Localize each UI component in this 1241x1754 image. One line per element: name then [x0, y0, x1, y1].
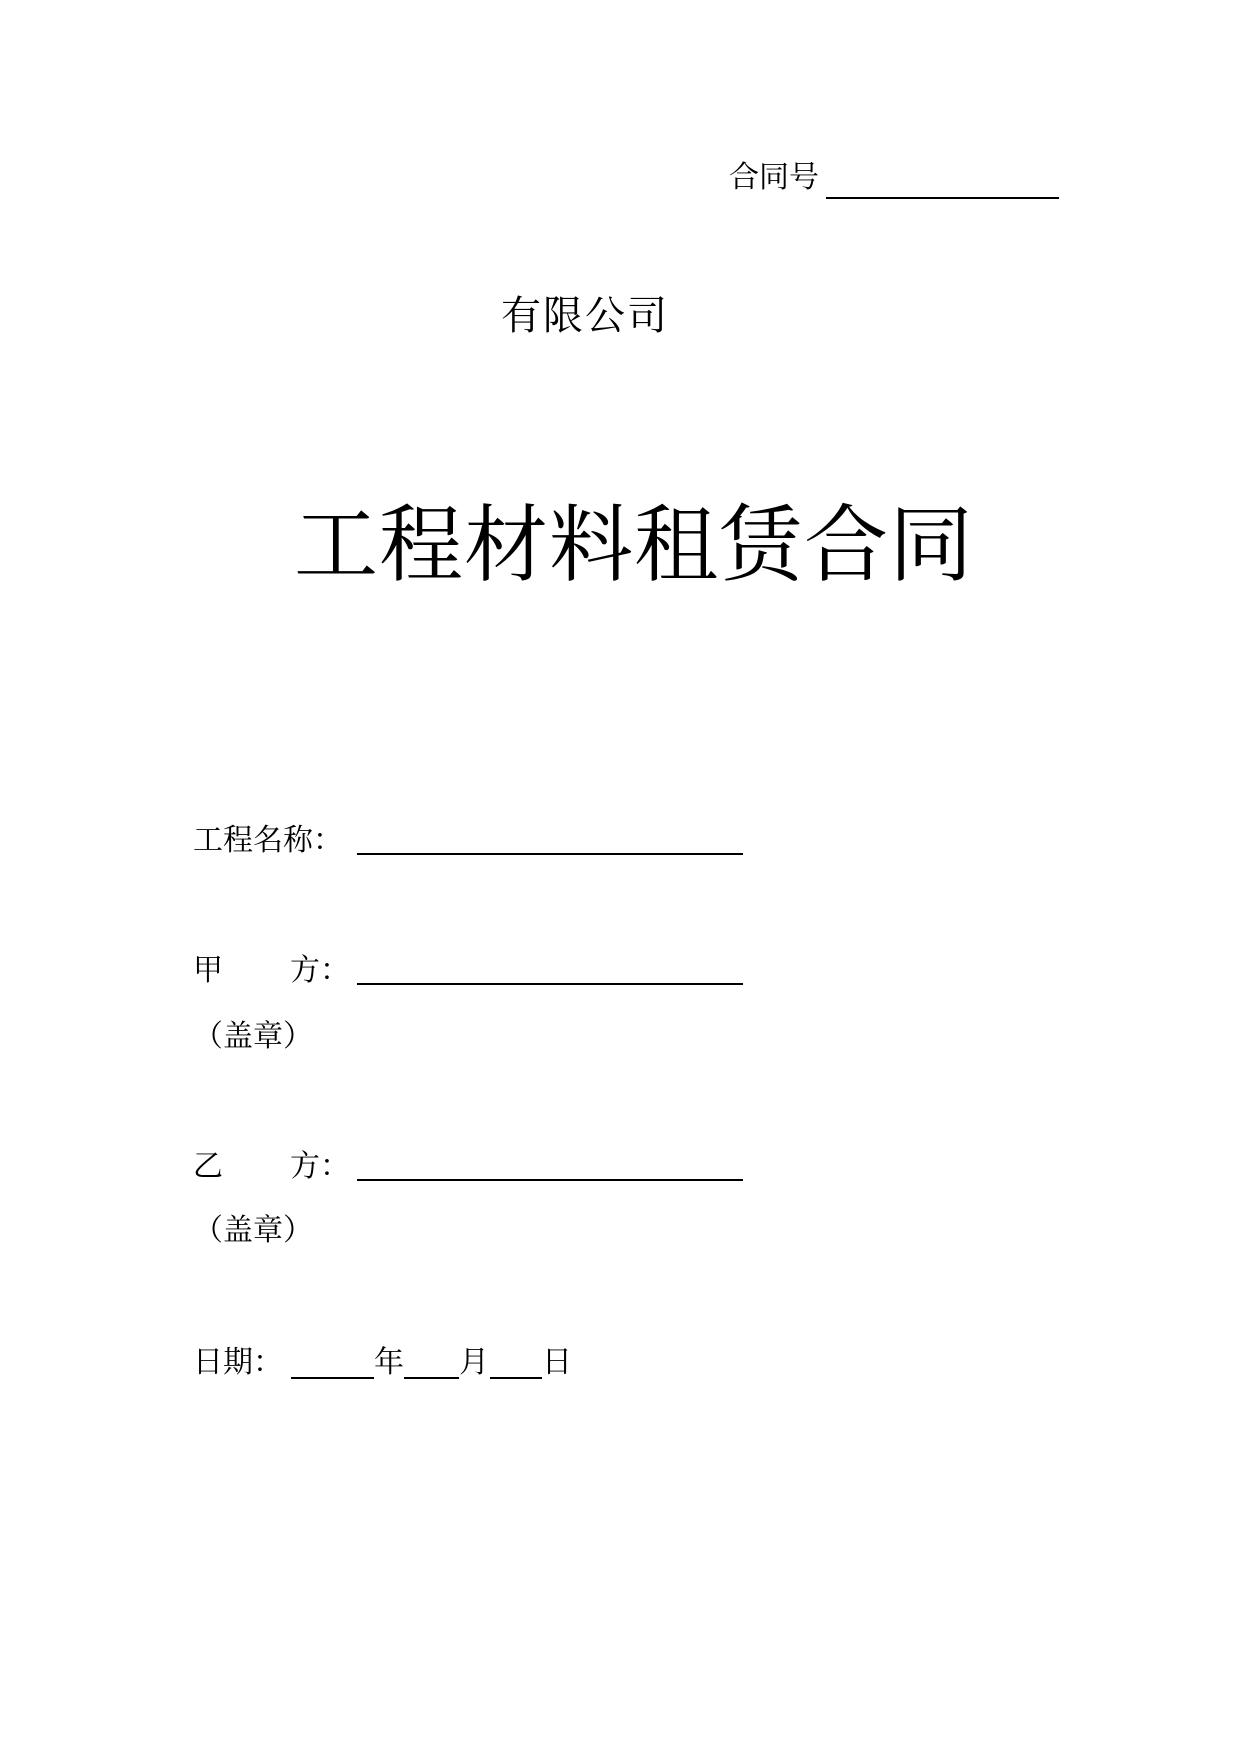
date-day-field[interactable] [490, 1377, 542, 1379]
party-b-field[interactable] [357, 1179, 743, 1181]
date-day-label: 日 [542, 1345, 572, 1380]
contract-number-field[interactable] [826, 197, 1059, 199]
date-month-field[interactable] [404, 1377, 459, 1379]
date-year-field[interactable] [291, 1377, 374, 1379]
company-name: 有限公司 [501, 293, 669, 339]
contract-number-label: 合同号 [729, 160, 819, 195]
party-a-label-fang: 方： [290, 953, 350, 988]
project-name-label: 工程名称： [193, 823, 343, 858]
party-a-label-jia: 甲 [193, 953, 223, 988]
date-label: 日期： [193, 1345, 283, 1380]
party-b-label-yi: 乙 [193, 1149, 223, 1184]
date-year-label: 年 [374, 1345, 404, 1380]
party-a-seal-note: （盖章） [193, 1019, 313, 1054]
document-title: 工程材料租赁合同 [294, 496, 975, 594]
party-b-seal-note: （盖章） [193, 1213, 313, 1248]
project-name-field[interactable] [357, 853, 743, 855]
party-b-label-fang: 方： [290, 1149, 350, 1184]
party-a-field[interactable] [357, 983, 743, 985]
date-month-label: 月 [459, 1345, 489, 1380]
